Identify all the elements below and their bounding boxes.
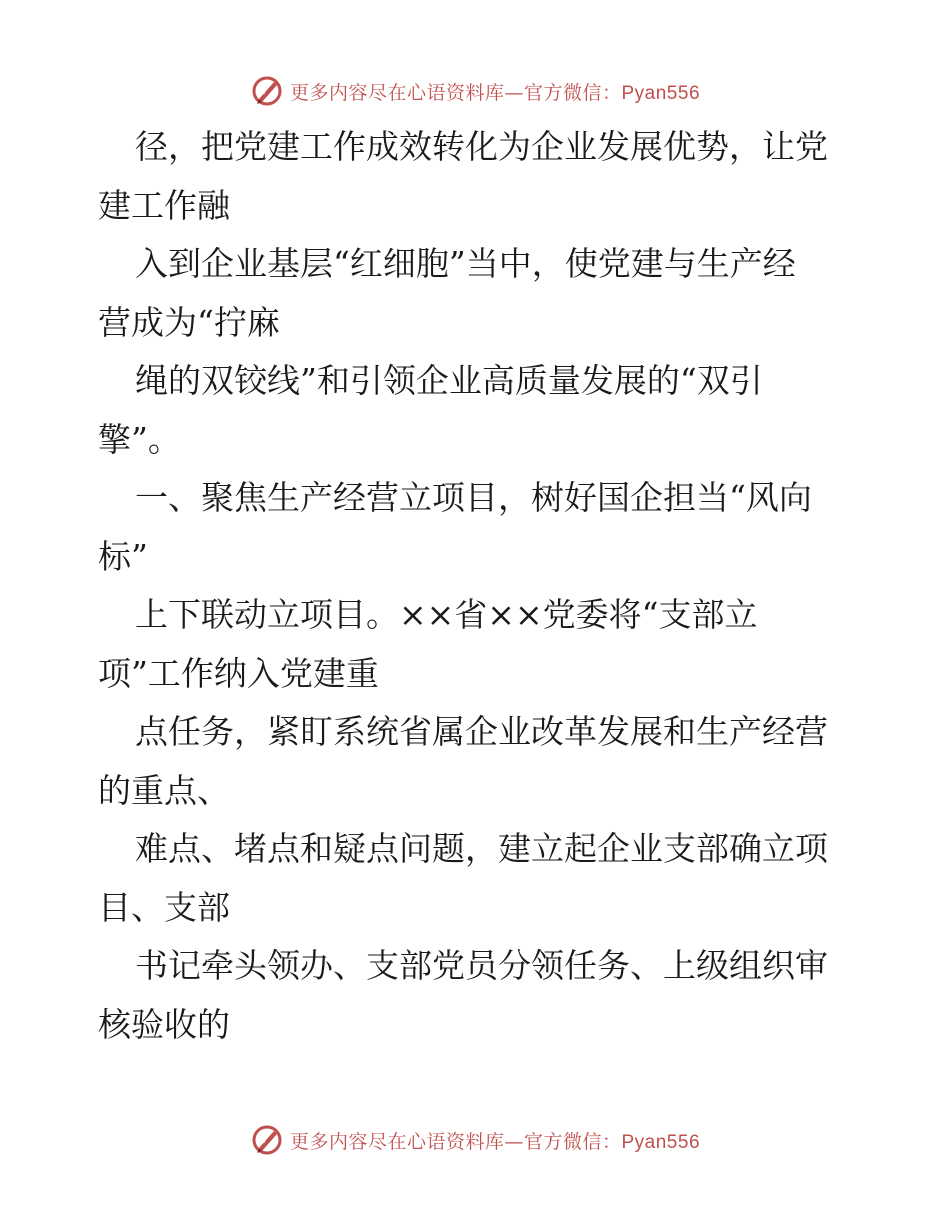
text-line: 核验收的	[98, 1004, 230, 1044]
text-line: 擎”。	[98, 419, 181, 459]
text-line: 营成为“拧麻	[98, 302, 280, 342]
footer-banner-content	[250, 1123, 700, 1157]
section-heading-line: 标”	[98, 536, 148, 576]
text-line: 绳的双铰线”和引领企业高质量发展的“双引	[135, 361, 763, 400]
text-line: 建工作融	[98, 185, 230, 225]
header-banner	[0, 71, 950, 111]
text-line: 难点、堵点和疑点问题，建立起企业支部确立项	[135, 829, 828, 868]
section-heading-line: 一、聚焦生产经营立项目，树好国企担当“风向	[135, 478, 812, 517]
header-banner-text	[290, 78, 700, 105]
header-banner-label: 更多内容尽在心语资料库—官方微信：	[289, 81, 622, 104]
footer-banner-text	[290, 1127, 700, 1154]
pen-logo-icon	[250, 74, 284, 108]
header-banner-content	[250, 74, 700, 108]
footer-banner-account: Pyan556	[621, 1131, 701, 1153]
text-line: 目、支部	[98, 887, 230, 927]
text-line: 入到企业基层“红细胞”当中，使党建与生产经	[135, 244, 796, 283]
text-line: 上下联动立项目。××省××党委将“支部立	[135, 595, 758, 634]
text-line: 点任务，紧盯系统省属企业改革发展和生产经营	[135, 712, 828, 751]
footer-banner	[0, 1120, 950, 1160]
text-line: 项”工作纳入党建重	[98, 653, 379, 693]
document-body	[98, 118, 858, 1054]
header-banner-account: Pyan556	[621, 82, 701, 104]
text-line: 径，把党建工作成效转化为企业发展优势，让党	[135, 127, 828, 166]
pen-logo-icon	[250, 1123, 284, 1157]
text-line: 的重点、	[98, 770, 230, 810]
text-line: 书记牵头领办、支部党员分领任务、上级组织审	[135, 946, 828, 985]
footer-banner-label: 更多内容尽在心语资料库—官方微信：	[289, 1130, 622, 1153]
